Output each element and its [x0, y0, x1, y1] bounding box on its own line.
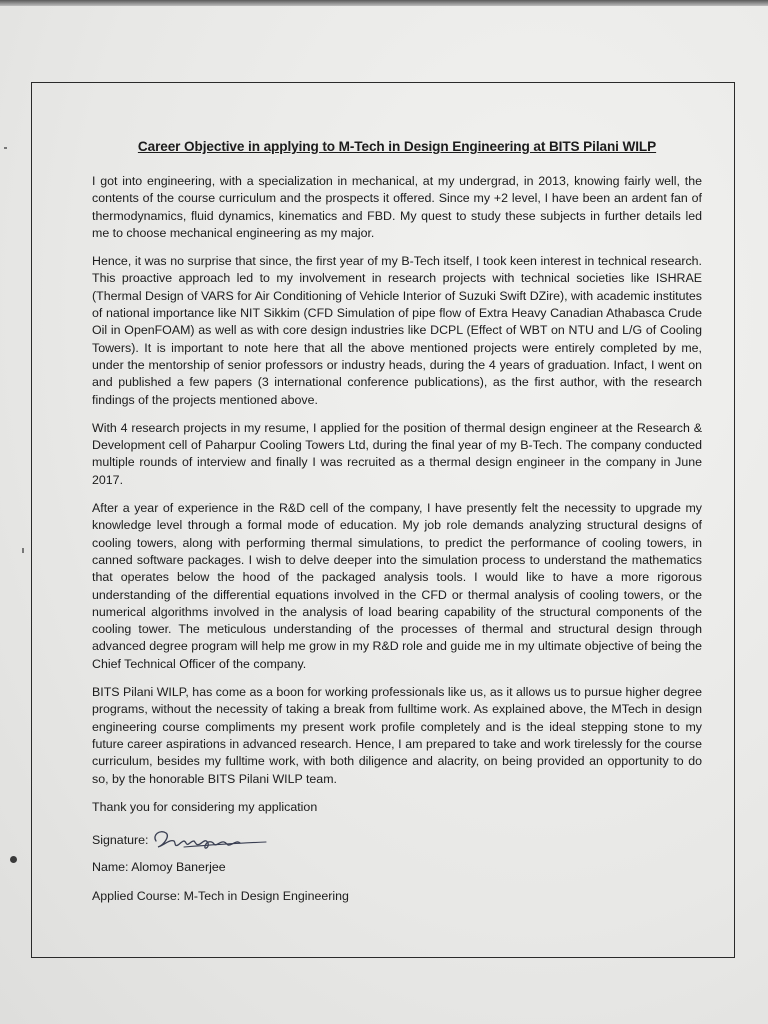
- paragraph: BITS Pilani WILP, has come as a boon for working professionals like us, as it allows us to pursue higher degree programs, without the necessity of taking a break from fulltime work. As explained above, the MTech in design engineering course compliments my present work profile completely and is the ideal stepping stone to my future career aspirations in advanced research. Hence, I am prepared to take and work tirelessly for the course curriculum, besides my fulltime work, with both diligence and alacrity, on being provided an opportunity to do so, by the honorable BITS Pilani WILP team.: [92, 685, 702, 786]
- signature-label: Signature:: [92, 832, 149, 847]
- scan-speck: [10, 856, 17, 863]
- scan-mark: [22, 548, 24, 553]
- course-line: Applied Course: M-Tech in Design Engineering: [92, 888, 349, 903]
- paragraph: Hence, it was no surprise that since, the first year of my B-Tech itself, I took keen interest in technical research. This proactive approach led to my involvement in research projects with technical societies like ISHRAE (Thermal Design of VARS for Air Conditioning of Vehicle Interior of Suzuki Swift DZire), with academic institutes of national importance like NIT Sikkim (CFD Simulation of pipe flow of Extra Heavy Canadian Athabasca Crude Oil in OpenFOAM) as well as with core design industries like DCPL (Effect of WBT on NTU and L/G of Cooling Towers). It is important to note here that all the above mentioned projects were entirely completed by me, under the mentorship of senior professors or industry heads, during the 4 years of graduation. Infact, I went on and published a few papers (3 international conference publications), as the first author, with the research findings of the projects mentioned above.: [92, 254, 702, 407]
- paragraph: I got into engineering, with a specialization in mechanical, at my undergrad, in 2013, knowing fairly well, the contents of the course curriculum and the prospects it offered. Since my +2 level, I have been an ardent fan of thermodynamics, fluid dynamics, kinematics and FBD. My quest to study these subjects in further details led me to choose mechanical engineering as my major.: [92, 174, 702, 240]
- name-line: Name: Alomoy Banerjee: [92, 859, 226, 874]
- thanks-line: Thank you for considering my application: [92, 799, 318, 814]
- paragraph: After a year of experience in the R&D cell of the company, I have presently felt the necessity to upgrade my knowledge level through a formal mode of education. My job role demands analyzing structural designs of cooling towers, along with performing thermal simulations, to predict the performance of cooling towers, in canned software packages. I wish to delve deeper into the simulation process to understand the mathematics that operates below the hood of the packaged analysis tools. I would like to have a more rigorous understanding of the differential equations involved in the CFD or thermal analysis of cooling towers, or the numerical algorithms involved in the analysis of load bearing capability of the structural components of the cooling tower. The meticulous understanding of the processes of thermal and structural design through advanced degree program will help me grow in my R&D role and guide me in my ultimate objective of being the Chief Technical Officer of the company.: [92, 501, 702, 671]
- handwritten-signature: [150, 827, 270, 853]
- scan-top-edge: [0, 0, 768, 6]
- paragraph: With 4 research projects in my resume, I applied for the position of thermal design engineer at the Research & Development cell of Paharpur Cooling Towers Ltd, during the final year of my B-Tech. The company conducted multiple rounds of interview and finally I was recruited as a thermal design engineer in the company in June 2017.: [92, 420, 702, 487]
- signature-row: [92, 828, 702, 852]
- scan-mark: [4, 147, 7, 149]
- document-title: Career Objective in applying to M-Tech in Design Engineering at BITS Pilani WILP: [137, 139, 657, 154]
- letter-body: [92, 138, 702, 917]
